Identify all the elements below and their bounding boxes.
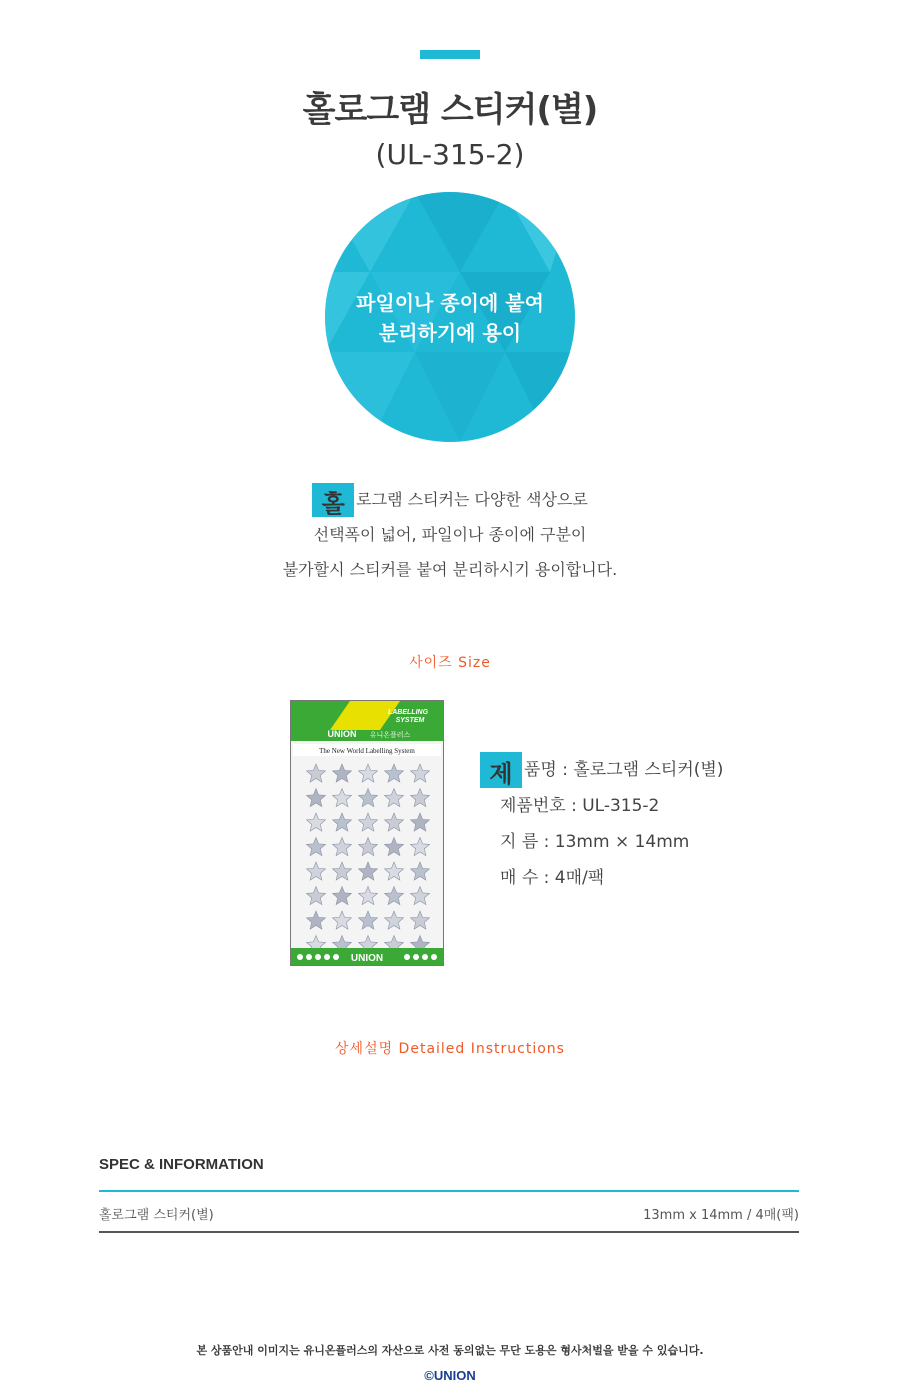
package-dot (422, 954, 428, 960)
spec-name: 품명 : 홀로그램 스티커(별) (524, 760, 724, 780)
package-brand-kr: 유니온플러스 (369, 731, 411, 739)
spec-number: 제품번호 : UL-315-2 (500, 796, 660, 816)
package-dot (413, 954, 419, 960)
description-line-1: 로그램 스티커는 다양한 색상으로 (356, 490, 588, 509)
info-spec: 13mm x 14mm / 4매(팩) (643, 1208, 799, 1223)
page-title: 홀로그램 스티커(별) (302, 90, 598, 130)
package-dot (315, 954, 321, 960)
info-row (99, 1204, 799, 1223)
info-divider-top (99, 1190, 799, 1192)
description-first-char: 홀 (312, 483, 354, 517)
description-line-2: 선택폭이 넓어, 파일이나 종이에 구분이 (313, 525, 587, 544)
union-logo: ©UNION (424, 1368, 476, 1383)
spec-diameter: 지 름 : 13mm × 14mm (500, 832, 690, 852)
size-label: 사이즈 Size (409, 655, 491, 671)
product-package-image (290, 700, 444, 966)
info-divider-bottom (99, 1231, 799, 1233)
package-tag-1: LABELLING (387, 709, 429, 716)
spec-count: 매 수 : 4매/팩 (500, 868, 605, 888)
package-dot (324, 954, 330, 960)
package-dot (306, 954, 312, 960)
package-dot (333, 954, 339, 960)
copyright-notice: 본 상품안내 이미지는 유니온플러스의 자산으로 사전 동의없는 무단 도용은 형사처벌을 받을 수 있습니다. (196, 1344, 704, 1357)
spec-block (480, 752, 723, 896)
package-tag-2: SYSTEM (395, 717, 425, 724)
feature-text (325, 288, 575, 348)
description (0, 482, 900, 587)
info-product: 홀로그램 스티커(별) (99, 1208, 214, 1223)
feature-line-2: 분리하기에 용이 (378, 321, 522, 345)
description-line-3: 불가할시 스티커를 붙여 분리하시기 용이합니다. (282, 560, 618, 579)
package-bottom-brand: UNION (350, 953, 384, 964)
spec-first-char: 제 (480, 752, 522, 788)
package-dot (431, 954, 437, 960)
feature-line-1: 파일이나 종이에 붙여 (356, 291, 544, 315)
info-heading: SPEC & INFORMATION (99, 1156, 264, 1173)
detail-label: 상세설명 Detailed Instructions (335, 1041, 565, 1057)
package-dot (404, 954, 410, 960)
package-brand: UNION (327, 729, 357, 739)
package-subtitle: The New World Labelling System (319, 747, 415, 755)
package-dot (297, 954, 303, 960)
accent-bar (420, 50, 480, 59)
product-code: (UL-315-2) (375, 138, 525, 171)
